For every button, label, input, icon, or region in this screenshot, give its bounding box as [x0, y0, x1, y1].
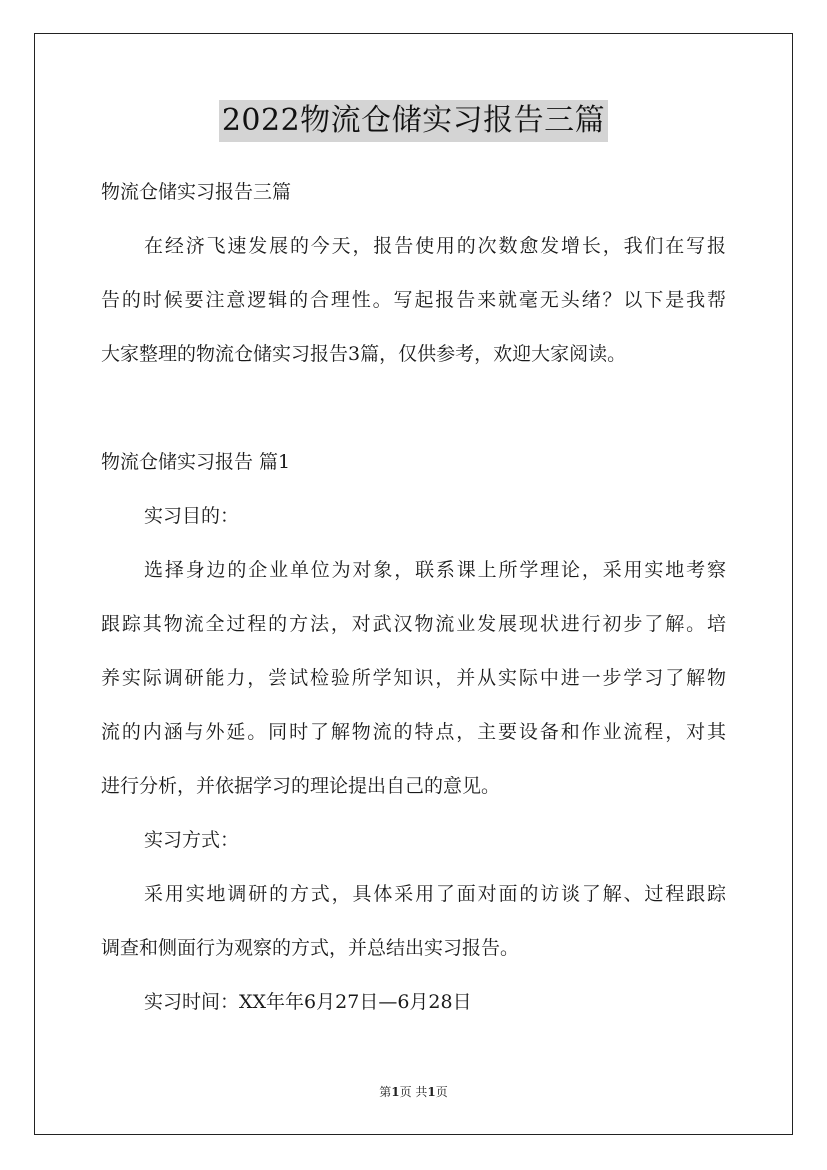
subtitle: 物流仓储实习报告三篇 [101, 181, 292, 203]
footer-suffix: 页 [435, 1085, 448, 1099]
document-body [101, 165, 726, 1029]
method-line: 调查和侧面行为观察的方式，并总结出实习报告。 [101, 937, 520, 959]
purpose-line: 选择身边的企业单位为对象，联系课上所学理论，采用实地考察 [144, 559, 726, 581]
footer-middle: 页 共 [399, 1085, 428, 1099]
purpose-line: 进行分析，并依据学习的理论提出自己的意见。 [101, 775, 501, 797]
purpose-line: 流的内涵与外延。同时了解物流的特点，主要设备和作业流程，对其 [101, 721, 726, 743]
method-label: 实习方式： [144, 829, 240, 851]
purpose-line: 跟踪其物流全过程的方法，对武汉物流业发展现状进行初步了解。培 [101, 613, 726, 635]
footer-current-page: 1 [391, 1085, 400, 1099]
purpose-label: 实习目的： [144, 505, 240, 527]
method-line: 采用实地调研的方式，具体采用了面对面的访谈了解、过程跟踪 [144, 883, 726, 905]
intro-line: 告的时候要注意逻辑的合理性。写起报告来就毫无头绪？以下是我帮 [101, 289, 726, 311]
paragraph-gap [101, 381, 726, 435]
purpose-line: 养实际调研能力，尝试检验所学知识，并从实际中进一步学习了解物 [101, 667, 726, 689]
intro-line: 大家整理的物流仓储实习报告3篇，仅供参考，欢迎大家阅读。 [101, 343, 627, 365]
document-title: 2022物流仓储实习报告三篇 [219, 100, 608, 142]
title-container [0, 100, 827, 142]
time-line: 实习时间：XX年年6月27日—6月28日 [144, 991, 472, 1013]
footer-prefix: 第 [379, 1085, 392, 1099]
intro-line: 在经济飞速发展的今天，报告使用的次数愈发增长，我们在写报 [144, 235, 726, 257]
footer-total-pages: 1 [427, 1085, 436, 1099]
page-footer [0, 1084, 827, 1100]
section-heading: 物流仓储实习报告 篇1 [101, 451, 291, 473]
